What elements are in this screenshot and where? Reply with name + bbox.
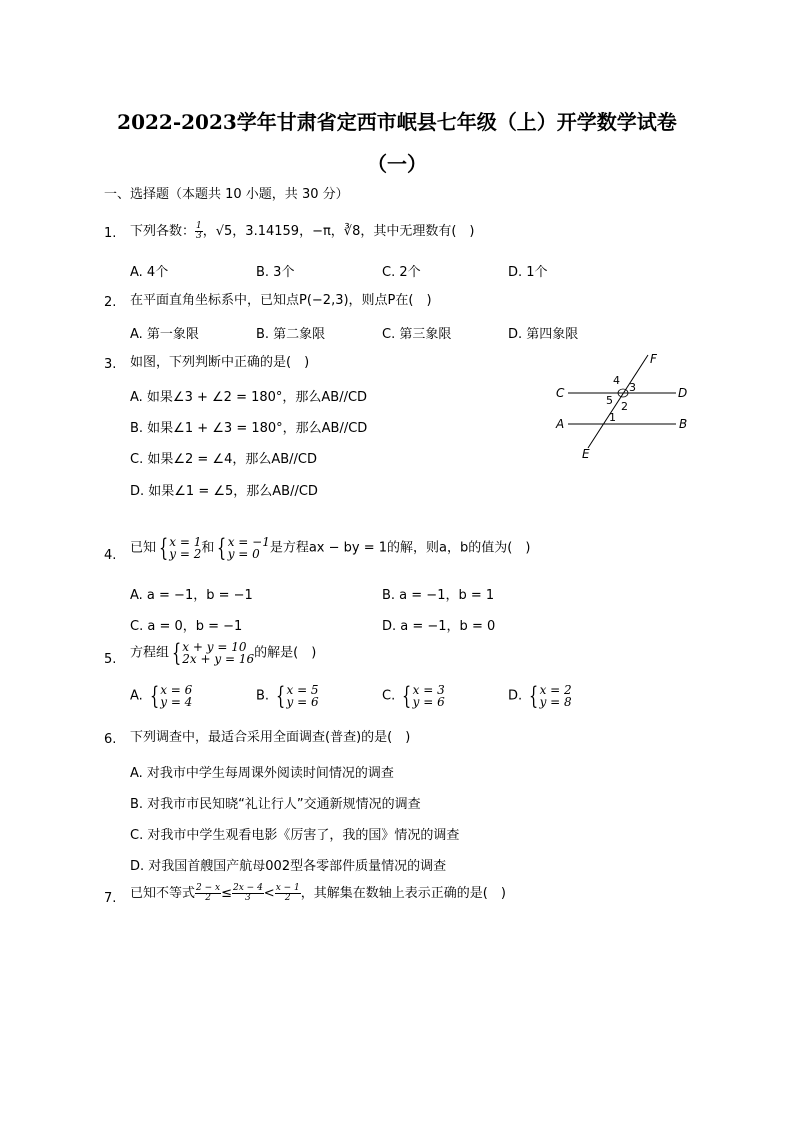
q3-number: 3. bbox=[104, 357, 117, 372]
q3-option-b: B. 如果∠1 + ∠3 = 180°，那么AB//CD bbox=[130, 421, 368, 436]
q5-option-a-line1: x = 6 bbox=[160, 683, 193, 697]
q7-f2-den: 3 bbox=[245, 893, 251, 903]
q7-fraction-3 bbox=[275, 884, 301, 903]
q5-system: {x + y = 10 2x + y = 16 bbox=[172, 639, 255, 667]
q4-prefix: 已知 bbox=[130, 540, 157, 556]
q1-option-a: A. 4个 bbox=[130, 265, 169, 280]
q7-f3-den: 2 bbox=[284, 893, 291, 903]
label-f: F bbox=[650, 352, 657, 366]
q7-f1-den: 2 bbox=[205, 893, 211, 903]
label-e: E bbox=[582, 447, 590, 461]
label-a: A bbox=[556, 417, 565, 431]
q7-fraction-2 bbox=[232, 884, 264, 903]
q4-option-a: A. a = −1，b = −1 bbox=[130, 588, 253, 603]
angle-label-2: 2 bbox=[621, 400, 628, 413]
q5-stem bbox=[130, 641, 316, 665]
q6-option-b: B. 对我市市民知晓“礼让行人”交通新规情况的调查 bbox=[130, 797, 421, 812]
q1-items: ，√5，3.14159，−π，∛8，其中无理数有( ) bbox=[202, 224, 475, 239]
q5-number: 5. bbox=[104, 652, 117, 667]
q4-stem bbox=[130, 536, 530, 560]
q1-option-c: C. 2个 bbox=[382, 265, 421, 280]
q5-option-d: D. {x = 2 y = 8 bbox=[508, 682, 572, 710]
q4-number: 4. bbox=[104, 548, 117, 563]
q2-option-c: C. 第三象限 bbox=[382, 327, 452, 342]
q5-option-d-line1: x = 2 bbox=[539, 683, 572, 697]
q1-number: 1. bbox=[104, 226, 117, 241]
q5-sys-line1: x + y = 10 bbox=[182, 640, 247, 654]
q3-option-c: C. 如果∠2 = ∠4，那么AB//CD bbox=[130, 452, 318, 467]
q7-f3-num: x − 1 bbox=[275, 883, 300, 893]
q1-frac-num: 1 bbox=[196, 221, 202, 231]
q5-suffix: 的解是( ) bbox=[254, 645, 317, 661]
q6-option-d: D. 对我国首艘国产航母002型各零部件质量情况的调查 bbox=[130, 859, 447, 874]
q4-suffix: 是方程ax − by = 1的解，则a，b的值为( ) bbox=[269, 540, 531, 556]
label-b: B bbox=[679, 417, 688, 431]
q3-option-d: D. 如果∠1 = ∠5，那么AB//CD bbox=[130, 484, 318, 499]
q2-option-a: A. 第一象限 bbox=[130, 327, 199, 342]
q1-fraction bbox=[195, 222, 203, 241]
q7-prefix: 已知不等式 bbox=[130, 886, 196, 901]
q3-option-a: A. 如果∠3 + ∠2 = 180°，那么AB//CD bbox=[130, 390, 368, 405]
q5-option-a: A. {x = 6 y = 4 bbox=[130, 682, 193, 710]
angle-label-4: 4 bbox=[613, 374, 620, 387]
exam-title-line1: 2022-2023学年甘肃省定西市岷县七年级（上）开学数学试卷 bbox=[117, 110, 677, 134]
q7-fraction-1 bbox=[195, 884, 221, 903]
q5-option-b-line1: x = 5 bbox=[286, 683, 319, 697]
q5-option-a-label: A. bbox=[130, 688, 143, 704]
q4-option-d: D. a = −1，b = 0 bbox=[382, 619, 496, 634]
q5-option-a-line2: y = 4 bbox=[160, 695, 193, 709]
q4-system-2: {x = −1 y = 0 bbox=[217, 534, 270, 562]
q6-stem: 下列调查中，最适合采用全面调查(普查)的是( ) bbox=[130, 730, 411, 745]
q1-option-d: D. 1个 bbox=[508, 265, 548, 280]
q7-le-sign: ≤ bbox=[221, 886, 232, 901]
q7-lt-sign: < bbox=[263, 886, 275, 901]
q4-system-1: {x = 1 y = 2 bbox=[159, 534, 202, 562]
q2-option-d: D. 第四象限 bbox=[508, 327, 579, 342]
q5-option-d-label: D. bbox=[508, 688, 523, 704]
q5-sys-line2: 2x + y = 16 bbox=[182, 652, 255, 666]
q4-option-c: C. a = 0，b = −1 bbox=[130, 619, 243, 634]
q2-stem: 在平面直角坐标系中，已知点P(−2,3)，则点P在( ) bbox=[130, 293, 432, 308]
q7-f1-num: 2 − x bbox=[196, 883, 221, 893]
q2-number: 2. bbox=[104, 295, 117, 310]
q5-option-b-label: B. bbox=[256, 688, 270, 704]
q5-option-d-line2: y = 8 bbox=[539, 695, 572, 709]
q4-and: 和 bbox=[201, 540, 215, 556]
q5-option-c-line1: x = 3 bbox=[412, 683, 445, 697]
q4-sys1-line1: x = 1 bbox=[169, 535, 202, 549]
q7-f2-num: 2x − 4 bbox=[233, 883, 263, 893]
q5-option-b-line2: y = 6 bbox=[286, 695, 319, 709]
q1-stem bbox=[130, 222, 474, 241]
q6-option-c: C. 对我市中学生观看电影《厉害了，我的国》情况的调查 bbox=[130, 828, 460, 843]
q7-suffix: ，其解集在数轴上表示正确的是( ) bbox=[300, 886, 506, 901]
q1-option-b: B. 3个 bbox=[256, 265, 295, 280]
angle-label-3: 3 bbox=[629, 381, 636, 394]
section-heading: 一、选择题（本题共 10 小题，共 30 分） bbox=[104, 187, 349, 202]
q5-prefix: 方程组 bbox=[130, 645, 170, 661]
q4-option-b: B. a = −1，b = 1 bbox=[382, 588, 495, 603]
label-c: C bbox=[556, 386, 565, 400]
exam-title-line2: （一） bbox=[367, 152, 427, 176]
q4-sys2-line1: x = −1 bbox=[227, 535, 270, 549]
q4-sys1-line2: y = 2 bbox=[169, 547, 202, 561]
q3-figure-parallel-lines bbox=[548, 348, 698, 463]
q6-option-a: A. 对我市中学生每周课外阅读时间情况的调查 bbox=[130, 766, 394, 781]
q1-prefix: 下列各数： bbox=[130, 224, 196, 239]
q5-option-c-label: C. bbox=[382, 688, 396, 704]
q6-number: 6. bbox=[104, 732, 117, 747]
q4-sys2-line2: y = 0 bbox=[227, 547, 260, 561]
q7-number: 7. bbox=[104, 891, 117, 906]
q3-stem: 如图，下列判断中正确的是( ) bbox=[130, 355, 310, 370]
q1-frac-den: 3 bbox=[196, 231, 202, 241]
angle-label-5: 5 bbox=[606, 394, 613, 407]
q2-option-b: B. 第二象限 bbox=[256, 327, 326, 342]
q7-stem bbox=[130, 884, 506, 903]
q5-option-b: B. {x = 5 y = 6 bbox=[256, 682, 319, 710]
label-d: D bbox=[678, 386, 688, 400]
transversal-ef bbox=[588, 355, 648, 448]
q5-option-c: C. {x = 3 y = 6 bbox=[382, 682, 445, 710]
angle-label-1: 1 bbox=[609, 411, 616, 424]
q5-option-c-line2: y = 6 bbox=[412, 695, 445, 709]
